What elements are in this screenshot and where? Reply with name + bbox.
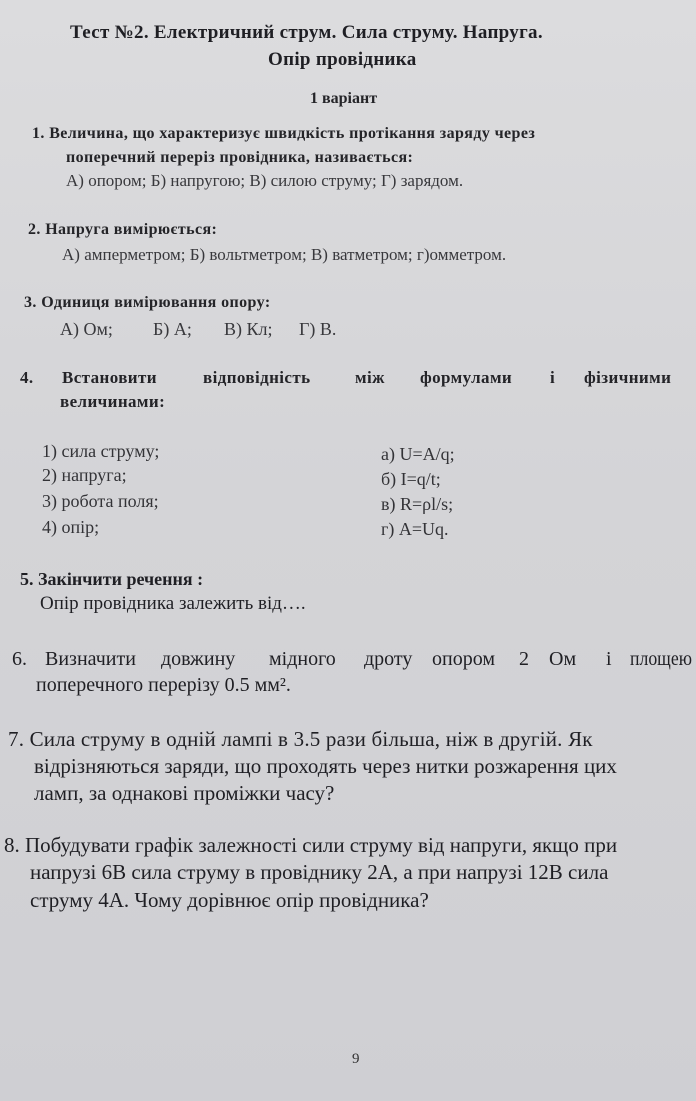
q4-text-line-2: величинами:	[60, 392, 166, 411]
q6-word: Визначити	[45, 648, 136, 670]
q4-word: відповідність	[203, 368, 311, 387]
q6-word: довжину	[161, 648, 236, 670]
q4-word: Встановити	[62, 368, 157, 387]
q4-word: і	[550, 368, 556, 387]
q6-number: 6.	[12, 648, 27, 670]
q1-answers: А) опором; Б) напругою; В) силою струму; Г) зарядом.	[66, 171, 464, 190]
q4-left-item: 4) опір;	[42, 517, 100, 537]
variant-label: 1 варіант	[310, 90, 378, 107]
q3-text: 3. Одиниця вимірювання опору:	[24, 294, 271, 311]
q2-text: 2. Напруга вимірюється:	[28, 221, 218, 238]
q6-word: Ом	[549, 648, 577, 670]
q4-number: 4.	[20, 368, 34, 387]
q6-word: опором	[432, 648, 495, 670]
q6-word: 2	[519, 648, 529, 670]
q5-text: 5. Закінчити речення :	[20, 569, 204, 589]
q4-left-item: 3) робота поля;	[42, 491, 159, 511]
q3-answer-a: А) Ом;	[60, 319, 113, 339]
q4-left-item: 1) сила струму;	[42, 441, 160, 461]
q4-word: формулами	[420, 368, 513, 387]
q3-answer-d: Г) В.	[299, 319, 337, 339]
q4-word: фізичними	[584, 368, 672, 387]
q6-word: і	[606, 648, 612, 670]
q2-answers: А) амперметром; Б) вольтметром; В) ватметром; г)омметром.	[62, 245, 507, 264]
q6-word: мідного	[269, 648, 336, 670]
q4-right-item: а) U=A/q;	[381, 444, 455, 464]
q8-text-line-3: струму 4А. Чому дорівнює опір провідника?	[30, 888, 429, 912]
q5-sentence: Опір провідника залежить від….	[40, 593, 306, 614]
q6-word: дроту	[364, 648, 413, 670]
q1-text-line-2: поперечний переріз провідника, називається:	[66, 149, 414, 166]
q3-answer-b: Б) А;	[153, 319, 192, 339]
q3-answer-c: В) Кл;	[224, 319, 273, 339]
q1-text-line-1: 1. Величина, що характеризує швидкість протікання заряду через	[32, 125, 536, 142]
q4-right-item: б) I=q/t;	[381, 469, 441, 489]
q6-word: площею	[630, 648, 692, 670]
q6-text-line-2: поперечного перерізу 0.5 мм².	[36, 674, 291, 696]
q7-text-line-3: ламп, за однакові проміжки часу?	[34, 781, 335, 805]
q8-text-line-2: напрузі 6В сила струму в провіднику 2А, а при напрузі 12В сила	[30, 860, 609, 884]
q8-text-line-1: 8. Побудувати графік залежності сили струму від напруги, якщо при	[4, 833, 618, 857]
q4-word: між	[355, 368, 385, 387]
q7-text-line-2: відрізняються заряди, що проходять через нитки розжарення цих	[34, 754, 617, 778]
title-line-2: Опір провідника	[268, 49, 417, 70]
q4-right-item: г) A=Uq.	[381, 519, 449, 539]
q4-right-item: в) R=ρl/s;	[381, 494, 454, 514]
q7-text-line-1: 7. Сила струму в одній лампі в 3.5 рази більша, ніж в другій. Як	[8, 727, 593, 751]
page-number: 9	[352, 1051, 360, 1067]
q4-left-item: 2) напруга;	[42, 465, 127, 485]
title-line-1: Тест №2. Електричний струм. Сила струму. Напруга.	[70, 22, 543, 43]
